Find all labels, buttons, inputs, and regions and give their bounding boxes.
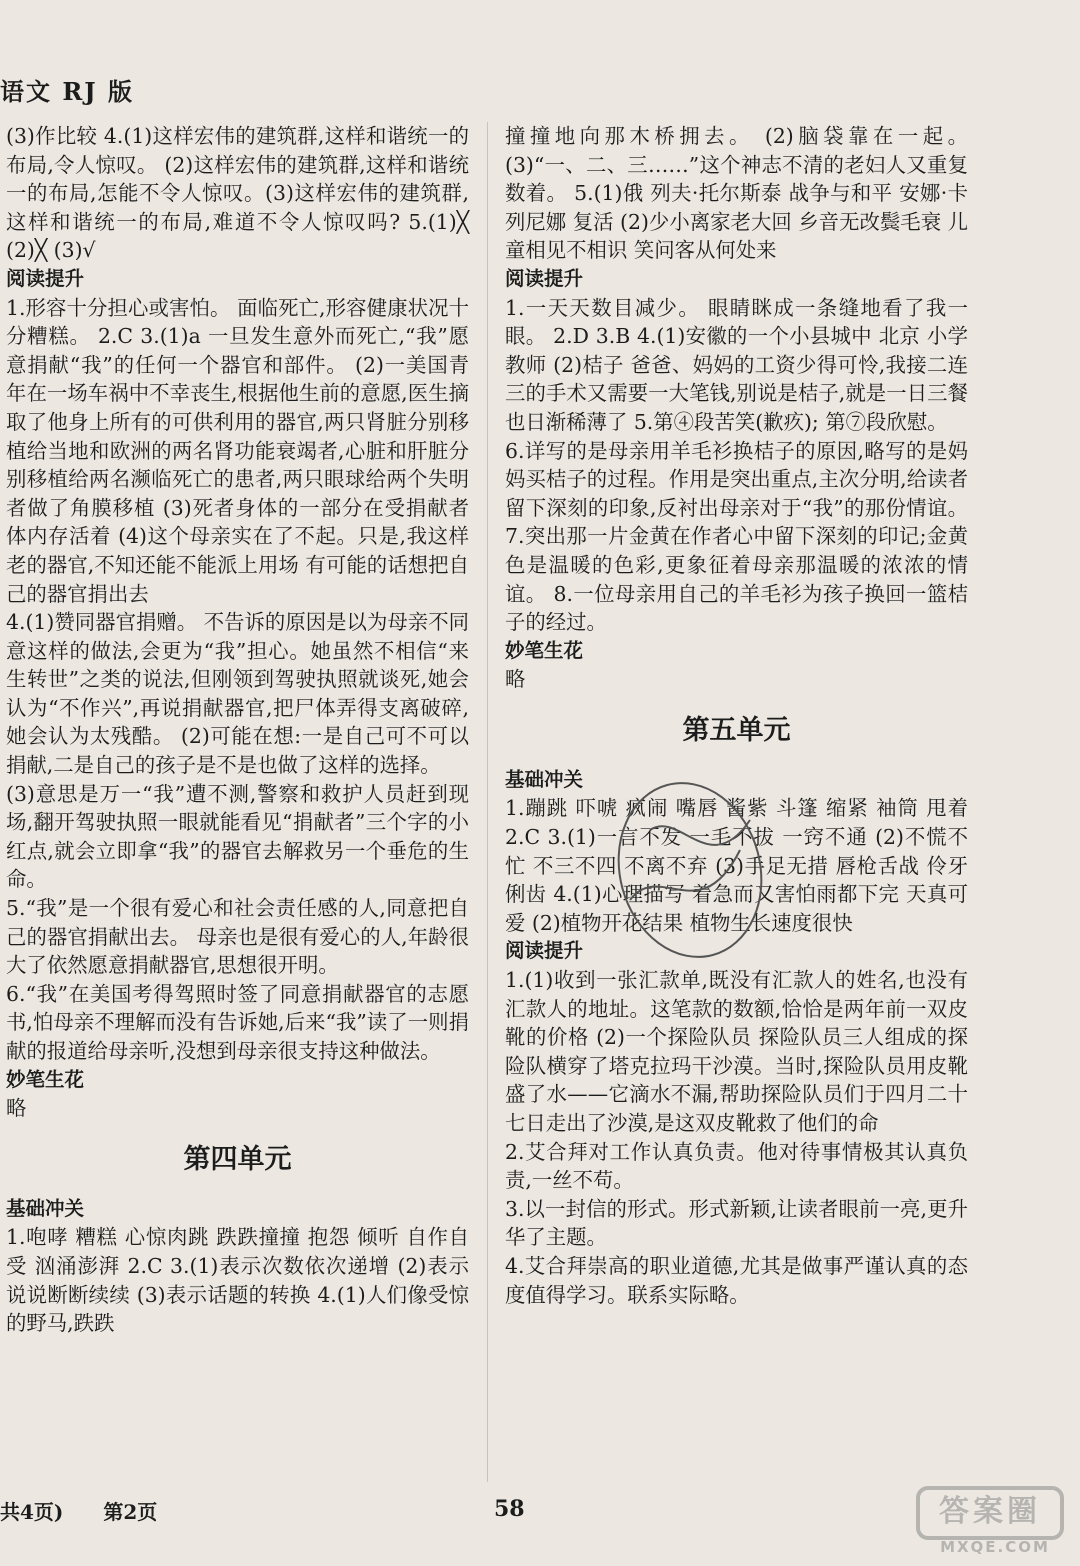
watermark-logo — [906, 1486, 1066, 1556]
section-heading: 基础冲关 — [505, 767, 584, 791]
answer-paragraph: 1.一天天数目减少。 眼睛眯成一条缝地看了我一眼。 2.D 3.B 4.(1)安徽的一个小县城中 北京 小学教师 (2)桔子 爸爸、妈妈的工资少得可怜,我接二连三的手术又需要一大笔钱,别说是桔子,就是一日三餐也日渐稀薄了 5.第④段苦笑(歉疚); 第⑦段欣慰。 — [505, 295, 968, 434]
unit-title: 第四单元 — [183, 1143, 292, 1175]
unit-title: 第五单元 — [682, 714, 791, 746]
answer-paragraph: 略 — [505, 667, 526, 692]
answer-paragraph: (3)意思是万一“我”遭不测,警察和救护人员赶到现场,翻开驾驶执照一眼就能看见“捐献者”三个字的小红点,就会立即拿“我”的器官去解救另一个垂危的生命。 — [6, 781, 469, 892]
left-column — [6, 122, 469, 1338]
answer-paragraph: 5.“我”是一个很有爱心和社会责任感的人,同意把自己的器官捐献出去。 母亲也是很有爱心的人,年龄很大了依然愿意捐献器官,思想很开明。 — [6, 896, 469, 978]
section-heading: 阅读提升 — [505, 939, 584, 963]
answer-paragraph: 4.艾合拜崇高的职业道德,尤其是做事严谨认真的态度值得学习。联系实际略。 — [505, 1253, 968, 1307]
section-heading: 妙笔生花 — [6, 1067, 85, 1091]
watermark-top: 答案圈 — [916, 1486, 1064, 1540]
answer-paragraph: 6.详写的是母亲用羊毛衫换桔子的原因,略写的是妈妈买桔子的过程。作用是突出重点,主次分明,给读者留下深刻的印象,反衬出母亲对于“我”的那份情谊。 7.突出那一片金黄在作者心中留下深刻的印记;金黄色是温暖的色彩,更象征着母亲那温暖的浓浓的情谊。 8.一位母亲用自己的羊毛衫为孩子换回一篮桔子的经过。 — [505, 438, 968, 635]
right-column — [505, 122, 968, 1309]
handwritten-scribble — [590, 770, 790, 970]
section-heading: 妙笔生花 — [505, 638, 584, 662]
footer-pages: 共4页) 第2页 — [0, 1500, 158, 1524]
answer-paragraph: 2.艾合拜对工作认真负责。他对待事情极其认真负责,一丝不苟。 — [505, 1139, 968, 1193]
answer-paragraph: 撞撞地向那木桥拥去。 (2)脑袋靠在一起。 (3)“一、二、三……”这个神志不清的老妇人又重复数着。 5.(1)俄 列夫·托尔斯泰 战争与和平 安娜·卡列尼娜 复活 (2)少小离家老大回 乡音无改鬓毛衰 儿童相见不相识 笑问客从何处来 — [505, 124, 968, 263]
section-heading: 阅读提升 — [505, 266, 584, 290]
page-header: 语文 RJ 版 — [0, 77, 135, 106]
page-number: 58 — [494, 1496, 525, 1522]
answer-paragraph: (3)作比较 4.(1)这样宏伟的建筑群,这样和谐统一的布局,令人惊叹。 (2)这样宏伟的建筑群,这样和谐统一的布局,怎能不令人惊叹。(3)这样宏伟的建筑群,这样和谐统一的布局,难道不令人惊叹吗? 5.(1)╳ (2)╳ (3)√ — [6, 124, 469, 263]
section-heading: 基础冲关 — [6, 1196, 85, 1220]
answer-paragraph: 1.形容十分担心或害怕。 面临死亡,形容健康状况十分糟糕。 2.C 3.(1)a 一旦发生意外而死亡,“我”愿意捐献“我”的任何一个器官和部件。 (2)一美国青年在一场车祸中不幸丧生,根据他生前的意愿,医生摘取了他身上所有的可供利用的器官,两只肾脏分别移植给当地和欧洲的两名肾功能衰竭者,心脏和肝脏分别移植给两名濒临死亡的患者,两只眼球给两个失明者做了角膜移植 (3)死者身体的一部分在受捐献者体内存活着 (4)这个母亲实在了不起。只是,我这样老的器官,不知还能不能派上用场 有可能的话想把自己的器官捐出去 — [6, 295, 469, 606]
answer-paragraph: 1.咆哮 糟糕 心惊肉跳 跌跌撞撞 抱怨 倾听 自作自受 汹涌澎湃 2.C 3.(1)表示次数依次递增 (2)表示说说断断续续 (3)表示话题的转换 4.(1)人们像受惊的野马,跌跌 — [6, 1225, 469, 1336]
answer-paragraph: 6.“我”在美国考得驾照时签了同意捐献器官的志愿书,怕母亲不理解而没有告诉她,后来“我”读了一则捐献的报道给母亲听,没想到母亲很支持这种做法。 — [6, 981, 469, 1063]
answer-paragraph: 4.(1)赞同器官捐赠。 不告诉的原因是以为母亲不同意这样的做法,会更为“我”担心。她虽然不相信“来生转世”之类的说法,但刚领到驾驶执照就谈死,她会认为“不作兴”,再说捐献器官,把尸体弄得支离破碎,她会认为太残酷。 (2)可能在想:一是自己可不可以捐献,二是自己的孩子是不是也做了这样的选择。 — [6, 610, 469, 778]
watermark-bottom: MXQE.COM — [940, 1538, 1050, 1556]
column-divider — [487, 122, 488, 1482]
answer-paragraph: 1.(1)收到一张汇款单,既没有汇款人的姓名,也没有汇款人的地址。这笔款的数额,恰恰是两年前一双皮靴的价格 (2)一个探险队员 探险队员三人组成的探险队横穿了塔克拉玛干沙漠。当时,探险队员用皮靴盛了水——它滴水不漏,帮助探险队员们于四月二十七日走出了沙漠,是这双皮靴救了他们的命 — [505, 968, 968, 1135]
answer-paragraph: 1.蹦跳 吓唬 疯闹 嘴唇 酱紫 斗篷 缩紧 袖筒 甩着 2.C 3.(1)一言不发 一毛不拔 一窍不通 (2)不慌不忙 不三不四 不离不弃 (3)手足无措 唇枪舌战 伶牙俐齿 4.(1)心理描写 着急而又害怕雨都下完 天真可爱 (2)植物开花结果 植物生长速度很快 — [505, 796, 968, 935]
section-heading: 阅读提升 — [6, 266, 85, 290]
answer-paragraph: 3.以一封信的形式。形式新颖,让读者眼前一亮,更升华了主题。 — [505, 1196, 968, 1250]
answer-paragraph: 略 — [6, 1096, 27, 1121]
